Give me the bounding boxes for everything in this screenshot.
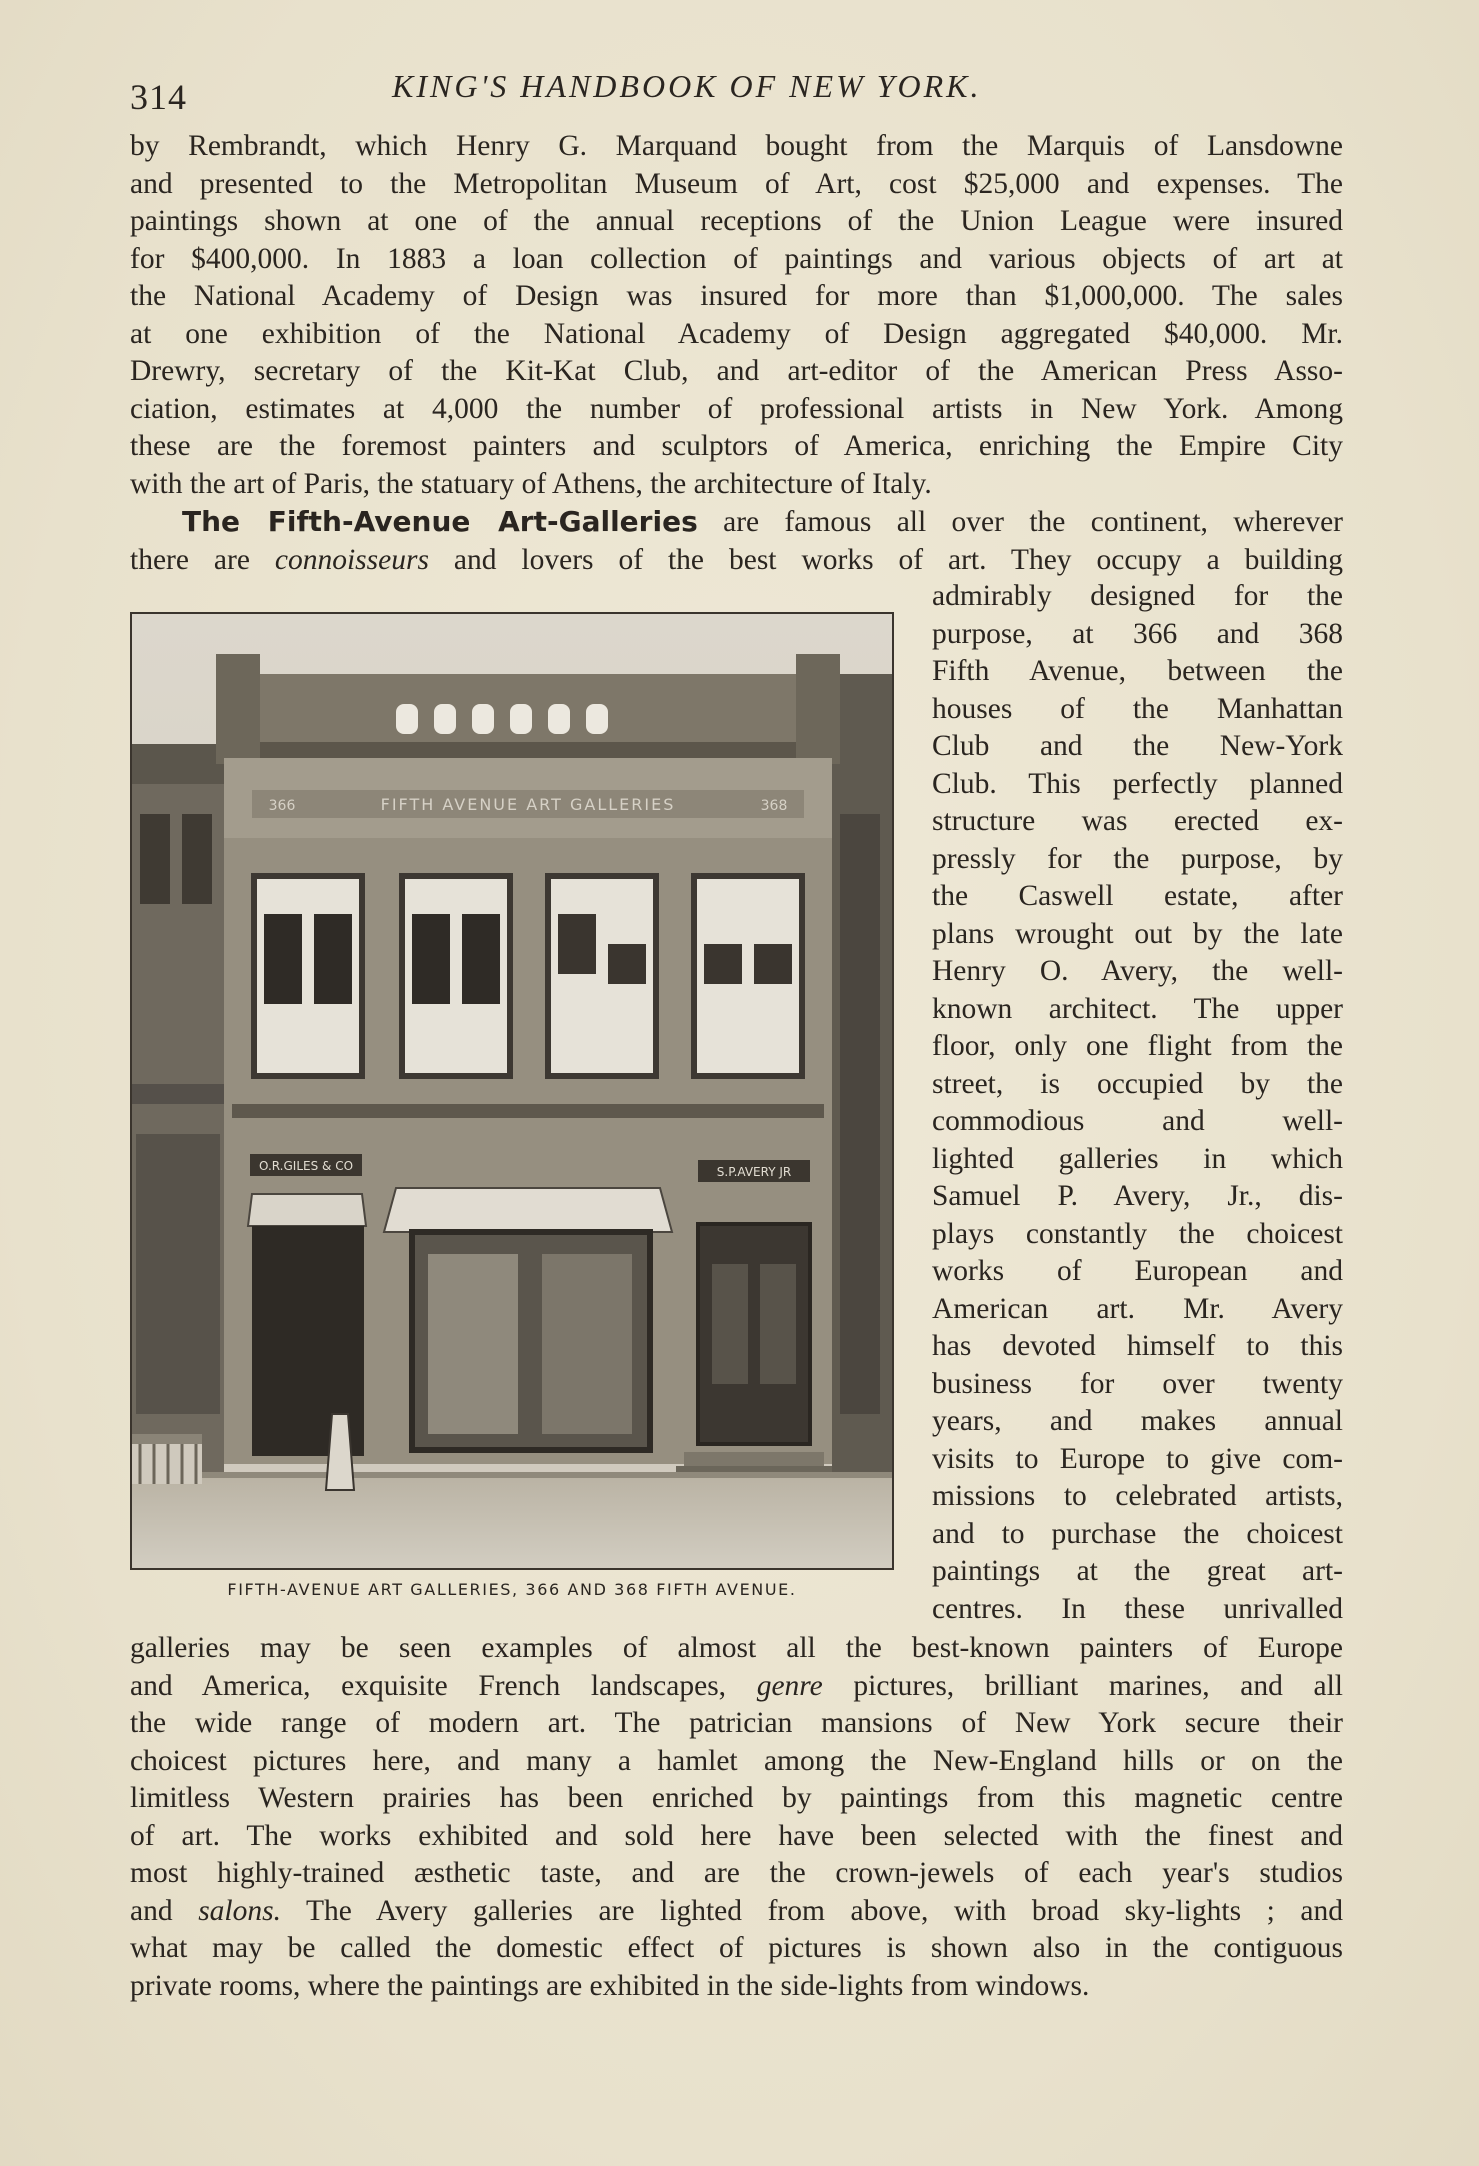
facade-sign: FIFTH AVENUE ART GALLERIES xyxy=(380,795,676,814)
photo-caption: FIFTH-AVENUE ART GALLERIES, 366 AND 368 FIFTH AVENUE. xyxy=(227,1580,797,1599)
column-text-line: works of European and xyxy=(932,1255,1343,1287)
column-text-line: business for over twenty xyxy=(932,1367,1343,1400)
column-text-line: known architect. The upper xyxy=(932,992,1343,1025)
page-header xyxy=(130,62,1345,117)
column-text-line: commodious and well- xyxy=(932,1105,1343,1137)
text-line: galleries may be seen examples of almost all the best-known painters of Europe xyxy=(130,1632,1343,1664)
column-text-line: floor, only one flight from the xyxy=(932,1030,1343,1062)
text-line: and salons. The Avery galleries are lighted from above, with broad sky-lights ; and xyxy=(130,1894,1344,1927)
column-text-line: pressly for the purpose, by xyxy=(932,842,1343,875)
running-title: KING'S HANDBOOK OF NEW YORK. xyxy=(392,68,982,104)
column-text-line: plans wrought out by the late xyxy=(932,917,1343,950)
column-text-line: American art. Mr. Avery xyxy=(932,1292,1343,1325)
text-line: most highly-trained æsthetic taste, and are the crown-jewels of each year's studios xyxy=(130,1857,1343,1889)
column-text-line: lighted galleries in which xyxy=(932,1142,1343,1175)
column-text-line: paintings at the great art- xyxy=(932,1555,1343,1587)
column-text-line: years, and makes annual xyxy=(932,1405,1343,1437)
column-text-line: and to purchase the choicest xyxy=(932,1517,1343,1550)
text-line: and America, exquisite French landscapes, genre pictures, brilliant marines, and all xyxy=(130,1669,1343,1702)
text-line: the wide range of modern art. The patrician mansions of New York secure their xyxy=(130,1707,1343,1739)
right-text-column xyxy=(932,578,1343,1628)
shop-sign-left: O.R.GILES & CO xyxy=(258,1159,354,1173)
column-text-line: visits to Europe to give com- xyxy=(932,1442,1343,1475)
column-text-line: Samuel P. Avery, Jr., dis- xyxy=(932,1180,1343,1212)
text-line: private rooms, where the paintings are exhibited in the side-lights from windows. xyxy=(130,1969,1090,2002)
section-heading: The Fifth-Avenue Art-Galleries xyxy=(182,505,698,538)
text-line: at one exhibition of the National Academy of Design aggregated $40,000. Mr. xyxy=(130,317,1343,350)
text-line: The Fifth-Avenue Art-Galleries are famous all over the continent, wherever xyxy=(182,505,1343,538)
text-line: of art. The works exhibited and sold here have been selected with the finest and xyxy=(130,1819,1343,1852)
column-text-line: Club and the New-York xyxy=(932,730,1343,762)
text-line: with the art of Paris, the statuary of Athens, the architecture of Italy. xyxy=(130,467,932,500)
column-text-line: street, is occupied by the xyxy=(932,1067,1343,1100)
shop-sign-right: S.P.AVERY JR xyxy=(716,1165,792,1179)
column-text-line: houses of the Manhattan xyxy=(932,692,1343,725)
page-number: 314 xyxy=(130,77,187,117)
column-text-line: Henry O. Avery, the well- xyxy=(932,955,1343,987)
closing-paragraph xyxy=(130,1630,1343,2005)
text-line: ciation, estimates at 4,000 the number of professional artists in New York. Among xyxy=(130,392,1343,425)
column-text-line: Club. This perfectly planned xyxy=(932,767,1343,800)
column-text-line: purpose, at 366 and 368 xyxy=(932,617,1343,650)
text-line: Drewry, secretary of the Kit-Kat Club, and art-editor of the American Press Asso- xyxy=(130,355,1343,387)
column-text-line: structure was erected ex- xyxy=(932,805,1343,837)
text-line: and presented to the Metropolitan Museum of Art, cost $25,000 and expenses. The xyxy=(130,167,1343,200)
galleries-paragraph-lead xyxy=(130,503,1343,579)
facade-number-right: 368 xyxy=(760,798,788,814)
column-text-line: has devoted himself to this xyxy=(932,1330,1343,1362)
column-text-line: centres. In these unrivalled xyxy=(932,1592,1343,1625)
column-text-line: missions to celebrated artists, xyxy=(932,1480,1343,1512)
facade-number-left: 366 xyxy=(268,798,296,814)
text-line: by Rembrandt, which Henry G. Marquand bought from the Marquis of Lansdowne xyxy=(130,130,1343,162)
text-line: paintings shown at one of the annual receptions of the Union League were insured xyxy=(130,205,1343,237)
text-line: for $400,000. In 1883 a loan collection of paintings and various objects of art at xyxy=(130,242,1343,275)
text-line: limitless Western prairies has been enriched by paintings from this magnetic centre xyxy=(130,1782,1343,1814)
building-illustration xyxy=(132,614,892,1568)
text-line: these are the foremost painters and sculptors of America, enriching the Empire City xyxy=(130,430,1343,462)
building-photograph xyxy=(130,612,894,1570)
column-text-line: Fifth Avenue, between the xyxy=(932,655,1343,687)
text-line: there are connoisseurs and lovers of the best works of art. They occupy a building xyxy=(130,543,1343,576)
column-text-line: admirably designed for the xyxy=(932,580,1343,612)
opening-paragraph xyxy=(130,128,1343,503)
text-line: what may be called the domestic effect of pictures is shown also in the contiguous xyxy=(130,1932,1343,1964)
column-text-line: plays constantly the choicest xyxy=(932,1217,1343,1250)
text-line: the National Academy of Design was insured for more than $1,000,000. The sales xyxy=(130,280,1343,312)
column-text-line: the Caswell estate, after xyxy=(932,880,1343,912)
text-line: choicest pictures here, and many a hamlet among the New-England hills or on the xyxy=(130,1744,1343,1777)
